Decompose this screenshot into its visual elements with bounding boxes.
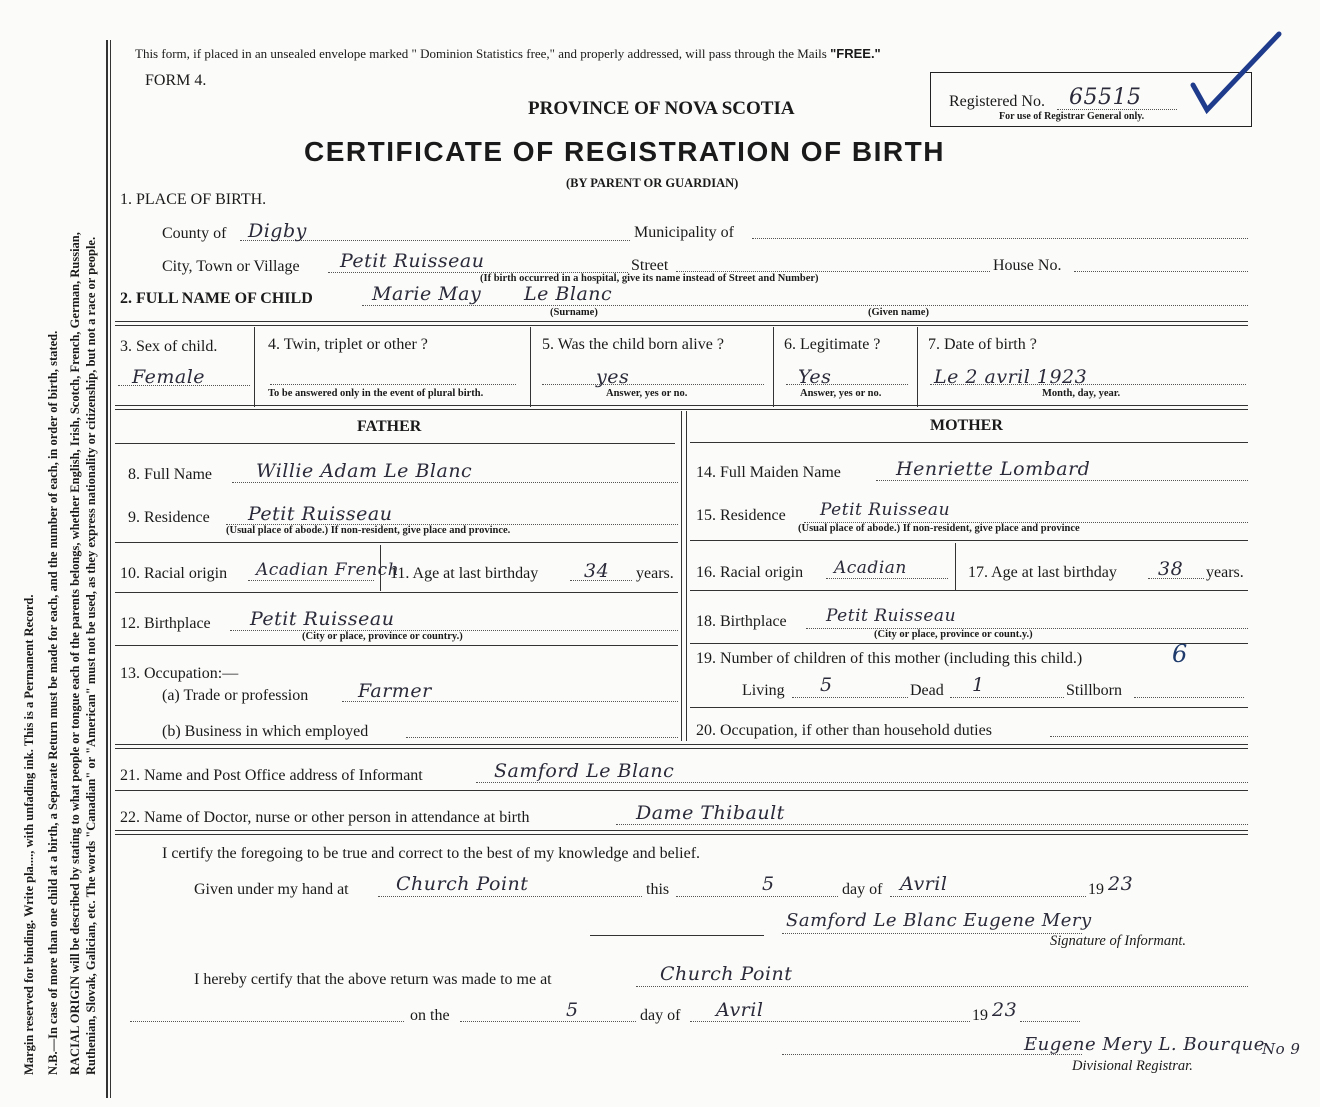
father-racial-value: Acadian French — [256, 560, 400, 580]
born-alive-note: Answer, yes or no. — [606, 388, 688, 399]
father-racial-label: 10. Racial origin — [120, 565, 228, 582]
margin-note-racial-origin-cont: Ruthenian, Slovak, Galician, etc. The words "Canadian" or "American" must not be used, as they express nationality or citizenship, but not a race or people. — [84, 236, 98, 1075]
hospital-note: (If birth occurred in a hospital, give its name instead of Street and Number) — [480, 273, 819, 284]
dob-label: 7. Date of birth ? — [928, 336, 1037, 353]
certificate-subtitle: (BY PARENT OR GUARDIAN) — [566, 176, 739, 190]
dead-label: Dead — [910, 682, 944, 699]
father-trade-label: (a) Trade or profession — [162, 687, 309, 704]
county-label: County of — [162, 225, 227, 242]
living-label: Living — [742, 682, 785, 699]
this-label: this — [646, 881, 670, 898]
father-birthplace-label: 12. Birthplace — [120, 615, 211, 632]
divisional-registrar-label: Divisional Registrar. — [1072, 1058, 1193, 1074]
twin-label: 4. Twin, triplet or other ? — [268, 336, 428, 353]
binding-rule-inner — [110, 40, 111, 1098]
registrar-onthe-label: on the — [410, 1007, 450, 1024]
certify-month-value: Avril — [900, 873, 948, 895]
form-number: FORM 4. — [145, 72, 207, 89]
children-count-label: 19. Number of children of this mother (including this child.) — [696, 650, 1083, 667]
county-value: Digby — [248, 220, 307, 242]
binding-rule — [106, 40, 108, 1098]
house-number-label: House No. — [993, 257, 1062, 274]
father-residence-label: 9. Residence — [128, 509, 210, 526]
registrar-month-value: Avril — [716, 999, 764, 1021]
given-place-value: Church Point — [396, 873, 529, 895]
mother-racial-label: 16. Racial origin — [696, 564, 804, 581]
certify-dayof-label: day of — [842, 881, 883, 898]
doctor-value: Dame Thibault — [636, 802, 785, 824]
certify-year-prefix: 19 — [1088, 881, 1104, 898]
province-heading: PROVINCE OF NOVA SCOTIA — [528, 98, 795, 119]
father-trade-value: Farmer — [358, 680, 432, 702]
child-given-name-value: Marie May — [372, 283, 482, 305]
informant-signature: Samford Le Blanc Eugene Mery — [786, 910, 1092, 931]
father-residence-note: (Usual place of abode.) If non-resident, give place and province. — [226, 525, 511, 536]
margin-note-binding: Margin reserved for binding. Write pla...., with unfading ink. This is a Permanent Record. — [22, 594, 36, 1075]
binding-margin — [0, 0, 110, 1107]
registrar-dayof-label: day of — [640, 1007, 681, 1024]
legitimate-value: Yes — [798, 366, 832, 388]
born-alive-value: yes — [596, 366, 630, 388]
mother-heading: MOTHER — [930, 417, 1003, 434]
municipality-label: Municipality of — [634, 224, 734, 241]
father-age-label: 11. Age at last birthday — [390, 565, 539, 582]
registrar-year-prefix: 19 — [972, 1007, 988, 1024]
city-value: Petit Ruisseau — [340, 250, 485, 272]
mother-birthplace-label: 18. Birthplace — [696, 613, 787, 630]
surname-note: (Surname) — [550, 307, 598, 318]
certify-statement: I certify the foregoing to be true and correct to the best of my knowledge and belief. — [162, 845, 701, 862]
registrar-statement: I hereby certify that the above return was made to me at — [194, 971, 552, 988]
father-business-label: (b) Business in which employed — [162, 723, 369, 740]
father-age-value: 34 — [584, 560, 610, 582]
certify-day-value: 5 — [762, 873, 775, 895]
child-surname-value: Le Blanc — [524, 283, 613, 305]
registered-label: Registered No. — [949, 93, 1045, 110]
father-name-label: 8. Full Name — [128, 466, 212, 483]
child-name-label: 2. FULL NAME OF CHILD — [120, 290, 313, 307]
mother-age-unit: years. — [1206, 564, 1244, 581]
father-birthplace-note: (City or place, province or country.) — [302, 631, 463, 642]
registered-number: 65515 — [1069, 85, 1142, 110]
mother-birthplace-value: Petit Ruisseau — [826, 606, 957, 626]
father-birthplace-value: Petit Ruisseau — [250, 608, 395, 630]
stillborn-label: Stillborn — [1066, 682, 1123, 699]
sex-label: 3. Sex of child. — [120, 338, 218, 355]
children-count-value: 6 — [1172, 640, 1188, 668]
twin-note: To be answered only in the event of plural birth. — [268, 388, 484, 399]
father-heading: FATHER — [357, 418, 422, 435]
father-residence-value: Petit Ruisseau — [248, 503, 393, 525]
mother-birthplace-note: (City or place, province or count.y.) — [874, 629, 1033, 640]
mother-residence-label: 15. Residence — [696, 507, 786, 524]
free-postage-notice: This form, if placed in an unsealed envelope marked " Dominion Statistics free," and properly addressed, will pass through the Mails "FREE." — [135, 46, 881, 61]
informant-signature-label: Signature of Informant. — [1050, 933, 1187, 949]
sex-value: Female — [132, 366, 206, 388]
mother-age-value: 38 — [1158, 558, 1184, 580]
registrar-year-value: 23 — [992, 999, 1018, 1021]
registrar-signature: Eugene Mery L. Bourque — [1024, 1034, 1265, 1055]
certificate-title: CERTIFICATE OF REGISTRATION OF BIRTH — [304, 136, 945, 167]
dob-note: Month, day, year. — [1042, 388, 1121, 399]
registrar-day-value: 5 — [566, 999, 579, 1021]
informant-label: 21. Name and Post Office address of Informant — [120, 767, 423, 784]
informant-value: Samford Le Blanc — [494, 760, 675, 782]
mother-residence-note: (Usual place of abode.) If non-resident, give place and province — [798, 523, 1080, 534]
margin-note-racial-origin: RACIAL ORIGIN will be described by stating to what people or tongue each of the parents belongs, whether English, Irish, Scotch, French, German, Russian, — [68, 232, 82, 1075]
mother-name-value: Henriette Lombard — [896, 458, 1091, 480]
certify-year-value: 23 — [1108, 873, 1134, 895]
mother-name-label: 14. Full Maiden Name — [696, 464, 841, 481]
street-label: Street — [631, 257, 669, 274]
given-under-hand-label: Given under my hand at — [194, 881, 349, 898]
given-name-note: (Given name) — [868, 307, 929, 318]
margin-note-multiple-births: N.B.—In case of more than one child at a birth, a Separate Return must be made for each, and the number of each, in order of birth, stated. — [46, 330, 60, 1075]
doctor-label: 22. Name of Doctor, nurse or other person in attendance at birth — [120, 809, 530, 826]
registrar-place-value: Church Point — [660, 963, 793, 985]
legitimate-note: Answer, yes or no. — [800, 388, 882, 399]
mother-occupation-label: 20. Occupation, if other than household duties — [696, 722, 992, 739]
mother-age-label: 17. Age at last birthday — [968, 564, 1117, 581]
father-occupation-label: 13. Occupation:— — [120, 665, 239, 682]
born-alive-label: 5. Was the child born alive ? — [542, 336, 724, 353]
father-name-value: Willie Adam Le Blanc — [256, 460, 473, 482]
dob-value: Le 2 avril 1923 — [934, 366, 1088, 388]
place-of-birth-heading: 1. PLACE OF BIRTH. — [120, 191, 267, 208]
legitimate-label: 6. Legitimate ? — [784, 336, 881, 353]
mother-residence-value: Petit Ruisseau — [820, 500, 951, 520]
registered-note: For use of Registrar General only. — [999, 111, 1145, 122]
mother-racial-value: Acadian — [834, 558, 907, 578]
registrar-number: No 9 — [1262, 1040, 1301, 1058]
dead-value: 1 — [972, 674, 985, 696]
father-age-unit: years. — [636, 565, 674, 582]
check-mark-icon — [1185, 30, 1285, 120]
living-value: 5 — [820, 674, 833, 696]
city-label: City, Town or Village — [162, 258, 300, 275]
